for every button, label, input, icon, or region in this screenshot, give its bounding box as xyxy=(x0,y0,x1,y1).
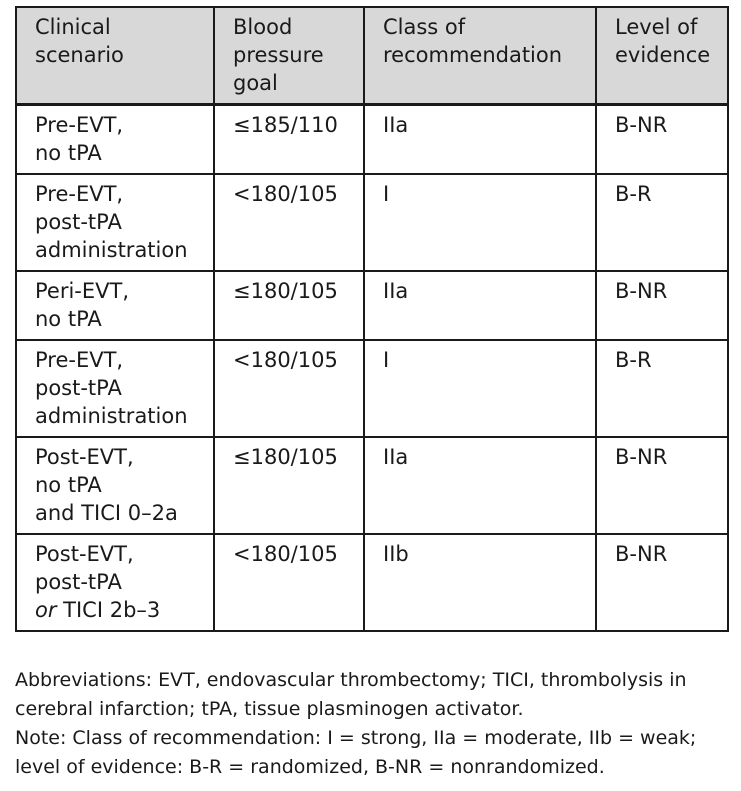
bp-goals-table-container xyxy=(15,6,727,632)
table-header xyxy=(16,7,728,105)
cell-scenario: Pre-EVT, post-tPA administration xyxy=(16,174,214,271)
bp-goals-table xyxy=(15,6,729,632)
cell-level: B-R xyxy=(596,174,728,271)
cell-scenario: Pre-EVT, no tPA xyxy=(16,105,214,175)
cell-level: B-NR xyxy=(596,105,728,175)
table-body xyxy=(16,105,728,632)
cell-level: B-NR xyxy=(596,534,728,631)
cell-bp-goal: ≤180/105 xyxy=(214,437,364,534)
cell-class: I xyxy=(364,340,596,437)
table-row xyxy=(16,174,728,271)
table-row xyxy=(16,534,728,631)
footnote-note: Note: Class of recommendation: I = strong, IIa = moderate, IIb = weak; level of evidence: B-R = randomized, B-NR = nonrandomized. xyxy=(15,727,697,778)
footnote-abbreviations: Abbreviations: EVT, endovascular thrombectomy; TICI, thrombolysis in cerebral infarction; tPA, tissue plasminogen activator. xyxy=(15,669,687,720)
cell-level: B-NR xyxy=(596,437,728,534)
scenario-lines: Post-EVT, post-tPA xyxy=(35,542,134,594)
table-row xyxy=(16,340,728,437)
cell-bp-goal: <180/105 xyxy=(214,174,364,271)
cell-class: IIb xyxy=(364,534,596,631)
header-clinical-scenario: Clinical scenario xyxy=(16,7,214,105)
cell-bp-goal: <180/105 xyxy=(214,340,364,437)
cell-scenario xyxy=(16,534,214,631)
cell-bp-goal: ≤185/110 xyxy=(214,105,364,175)
header-row xyxy=(16,7,728,105)
cell-class: IIa xyxy=(364,271,596,340)
cell-scenario: Peri-EVT, no tPA xyxy=(16,271,214,340)
table-row xyxy=(16,271,728,340)
table-row xyxy=(16,105,728,175)
cell-scenario: Post-EVT, no tPA and TICI 0–2a xyxy=(16,437,214,534)
cell-bp-goal: <180/105 xyxy=(214,534,364,631)
header-blood-pressure-goal: Blood pressure goal xyxy=(214,7,364,105)
cell-class: IIa xyxy=(364,437,596,534)
scenario-or-italic: or xyxy=(35,598,57,622)
cell-class: IIa xyxy=(364,105,596,175)
cell-level: B-R xyxy=(596,340,728,437)
table-row xyxy=(16,437,728,534)
cell-bp-goal: ≤180/105 xyxy=(214,271,364,340)
cell-level: B-NR xyxy=(596,271,728,340)
scenario-rest: TICI 2b–3 xyxy=(56,598,161,622)
cell-scenario: Pre-EVT, post-tPA administration xyxy=(16,340,214,437)
header-level-of-evidence: Level of evidence xyxy=(596,7,728,105)
table-footnote xyxy=(15,666,731,782)
header-class-of-recommendation: Class of recommendation xyxy=(364,7,596,105)
cell-class: I xyxy=(364,174,596,271)
